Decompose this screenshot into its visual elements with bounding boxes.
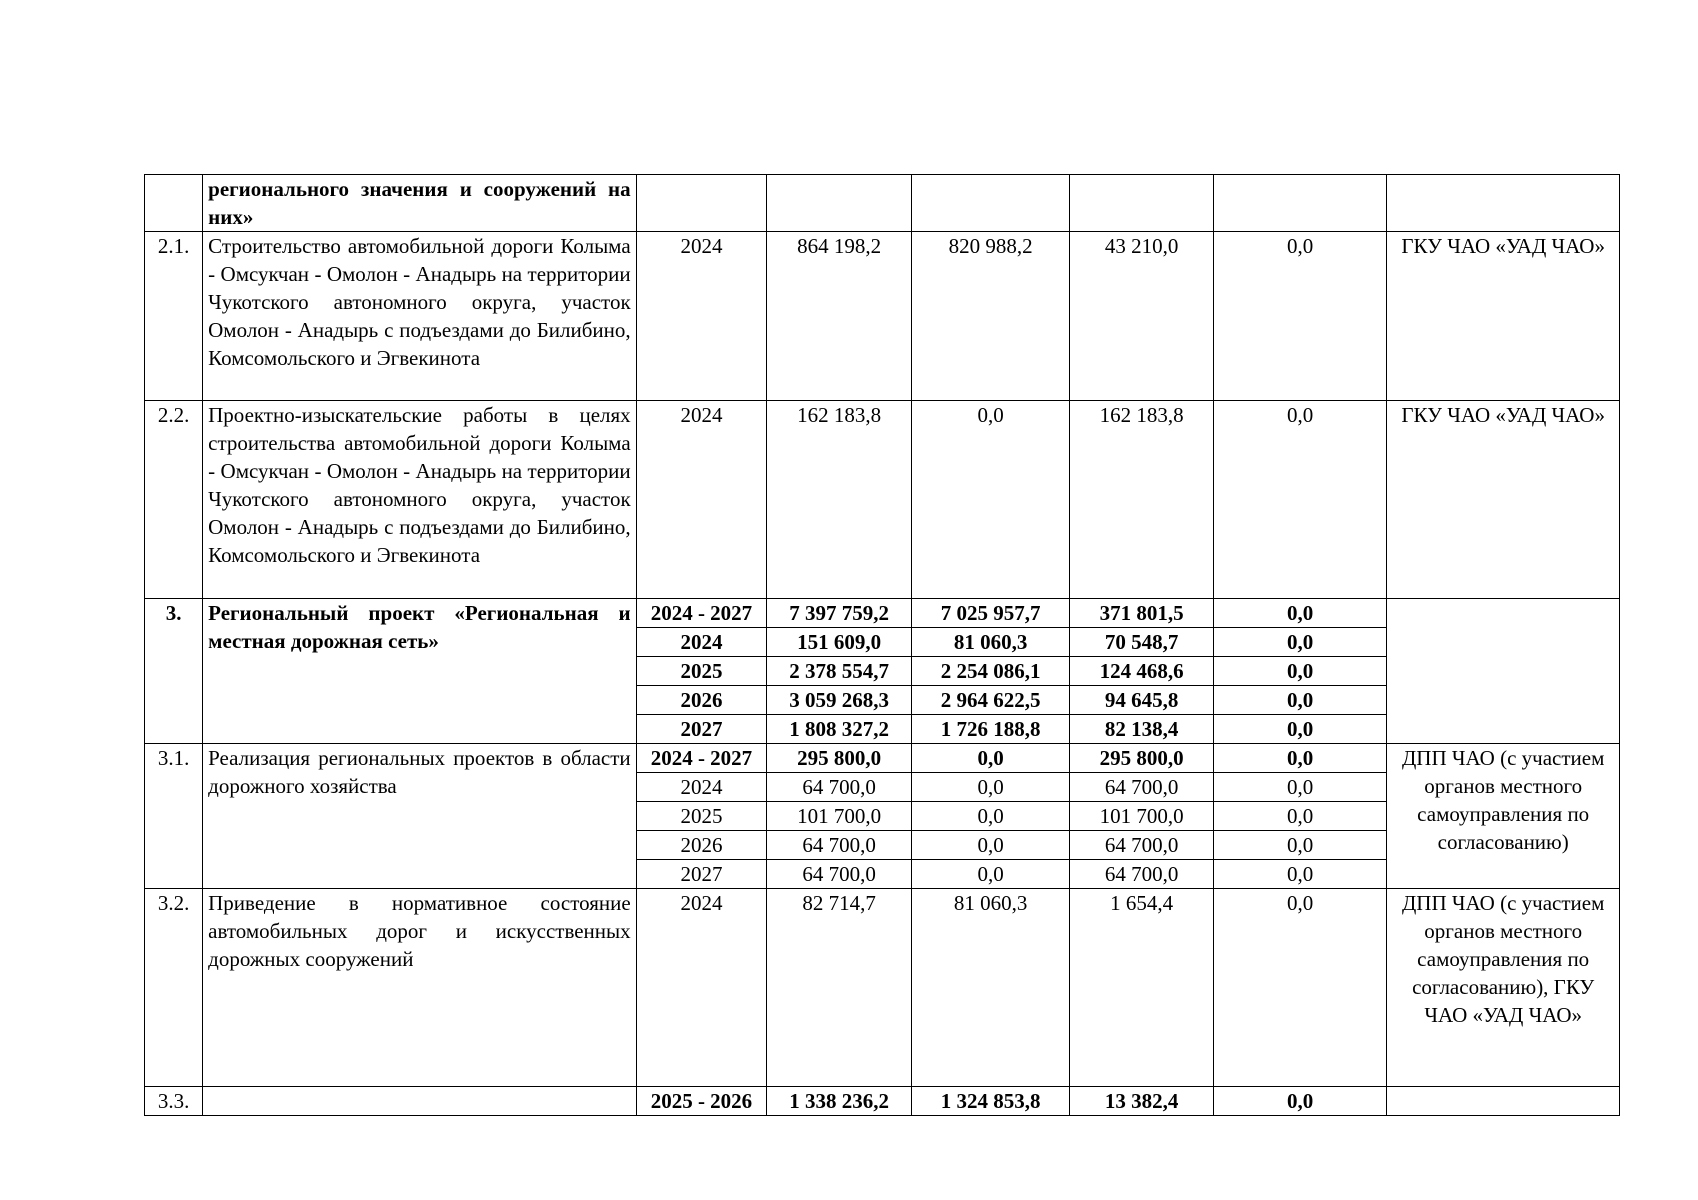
- regional-budget-cell: 64 700,0: [1070, 831, 1214, 860]
- federal-budget-cell: 0,0: [912, 802, 1070, 831]
- federal-budget-cell: 0,0: [912, 860, 1070, 889]
- other-sources-cell: [1213, 175, 1386, 232]
- row-number: 3.3.: [145, 1087, 203, 1116]
- total-cell: 7 397 759,2: [767, 599, 912, 628]
- federal-budget-cell: 1 324 853,8: [912, 1087, 1070, 1116]
- regional-budget-cell: 64 700,0: [1070, 860, 1214, 889]
- executor: [1387, 1087, 1620, 1116]
- regional-budget-cell: 94 645,8: [1070, 686, 1214, 715]
- regional-budget-cell: 295 800,0: [1070, 744, 1214, 773]
- federal-budget-cell: 820 988,2: [912, 232, 1070, 401]
- row-number: 2.1.: [145, 232, 203, 401]
- total-cell: 1 338 236,2: [767, 1087, 912, 1116]
- federal-budget-cell: 81 060,3: [912, 628, 1070, 657]
- regional-budget-cell: 371 801,5: [1070, 599, 1214, 628]
- other-sources-cell: 0,0: [1213, 657, 1386, 686]
- total-cell: 2 378 554,7: [767, 657, 912, 686]
- event-name: Приведение в нормативное состояние автомобильных дорог и искусственных дорожных сооружений: [203, 889, 637, 1087]
- other-sources-cell: 0,0: [1213, 686, 1386, 715]
- table-row: [145, 232, 1620, 401]
- executor: ДПП ЧАО (с участием органов местного самоуправления по согласованию): [1387, 744, 1620, 889]
- executor: ГКУ ЧАО «УАД ЧАО»: [1387, 401, 1620, 599]
- executor: [1387, 599, 1620, 744]
- table-body: [145, 175, 1620, 1116]
- other-sources-cell: 0,0: [1213, 232, 1386, 401]
- regional-budget-cell: 70 548,7: [1070, 628, 1214, 657]
- row-number: 3.1.: [145, 744, 203, 889]
- total-cell: [767, 175, 912, 232]
- executor: ДПП ЧАО (с участием органов местного самоуправления по согласованию), ГКУ ЧАО «УАД ЧАО»: [1387, 889, 1620, 1087]
- other-sources-cell: 0,0: [1213, 860, 1386, 889]
- other-sources-cell: 0,0: [1213, 628, 1386, 657]
- period-cell: 2024: [636, 232, 767, 401]
- total-cell: 295 800,0: [767, 744, 912, 773]
- total-cell: 82 714,7: [767, 889, 912, 1087]
- total-cell: 864 198,2: [767, 232, 912, 401]
- total-cell: 64 700,0: [767, 860, 912, 889]
- federal-budget-cell: 2 964 622,5: [912, 686, 1070, 715]
- period-cell: 2027: [636, 860, 767, 889]
- other-sources-cell: 0,0: [1213, 831, 1386, 860]
- row-number: 3.2.: [145, 889, 203, 1087]
- total-cell: 3 059 268,3: [767, 686, 912, 715]
- other-sources-cell: 0,0: [1213, 802, 1386, 831]
- regional-budget-cell: 64 700,0: [1070, 773, 1214, 802]
- other-sources-cell: 0,0: [1213, 401, 1386, 599]
- federal-budget-cell: 2 254 086,1: [912, 657, 1070, 686]
- regional-budget-cell: [1070, 175, 1214, 232]
- event-name: Реализация региональных проектов в области дорожного хозяйства: [203, 744, 637, 889]
- event-name: Проектно-изыскательские работы в целях строительства автомобильной дороги Колыма - Омсукчан - Омолон - Анадырь на территории Чукотского автономного округа, участок Омолон - Анадырь с подъездами до Билибино, Комсомольского и Эгвекинота: [203, 401, 637, 599]
- other-sources-cell: 0,0: [1213, 744, 1386, 773]
- federal-budget-cell: 0,0: [912, 773, 1070, 802]
- period-cell: 2024: [636, 889, 767, 1087]
- row-number: [145, 175, 203, 232]
- regional-budget-cell: 101 700,0: [1070, 802, 1214, 831]
- period-cell: 2025 - 2026: [636, 1087, 767, 1116]
- period-cell: 2024: [636, 628, 767, 657]
- total-cell: 64 700,0: [767, 773, 912, 802]
- row-number: 2.2.: [145, 401, 203, 599]
- federal-budget-cell: 0,0: [912, 401, 1070, 599]
- period-cell: 2026: [636, 686, 767, 715]
- federal-budget-cell: 1 726 188,8: [912, 715, 1070, 744]
- total-cell: 151 609,0: [767, 628, 912, 657]
- period-cell: 2024 - 2027: [636, 599, 767, 628]
- period-cell: 2026: [636, 831, 767, 860]
- regional-budget-cell: 162 183,8: [1070, 401, 1214, 599]
- period-cell: 2024: [636, 773, 767, 802]
- total-cell: 1 808 327,2: [767, 715, 912, 744]
- event-name: Региональный проект «Региональная и местная дорожная сеть»: [203, 599, 637, 744]
- row-number: 3.: [145, 599, 203, 744]
- other-sources-cell: 0,0: [1213, 889, 1386, 1087]
- table-row: [145, 1087, 1620, 1116]
- executor: ГКУ ЧАО «УАД ЧАО»: [1387, 232, 1620, 401]
- table-row: [145, 175, 1620, 232]
- executor: [1387, 175, 1620, 232]
- table-row: [145, 599, 1620, 628]
- period-cell: [636, 175, 767, 232]
- table-row: [145, 889, 1620, 1087]
- other-sources-cell: 0,0: [1213, 1087, 1386, 1116]
- regional-budget-cell: 82 138,4: [1070, 715, 1214, 744]
- other-sources-cell: 0,0: [1213, 599, 1386, 628]
- federal-budget-cell: 0,0: [912, 744, 1070, 773]
- federal-budget-cell: 81 060,3: [912, 889, 1070, 1087]
- event-name: [203, 1087, 637, 1116]
- regional-budget-cell: 124 468,6: [1070, 657, 1214, 686]
- total-cell: 64 700,0: [767, 831, 912, 860]
- other-sources-cell: 0,0: [1213, 715, 1386, 744]
- total-cell: 162 183,8: [767, 401, 912, 599]
- table-row: [145, 401, 1620, 599]
- period-cell: 2025: [636, 657, 767, 686]
- regional-budget-cell: 13 382,4: [1070, 1087, 1214, 1116]
- federal-budget-cell: [912, 175, 1070, 232]
- event-name: регионального значения и сооружений на них»: [203, 175, 637, 232]
- federal-budget-cell: 0,0: [912, 831, 1070, 860]
- regional-budget-cell: 1 654,4: [1070, 889, 1214, 1087]
- period-cell: 2025: [636, 802, 767, 831]
- other-sources-cell: 0,0: [1213, 773, 1386, 802]
- total-cell: 101 700,0: [767, 802, 912, 831]
- period-cell: 2024 - 2027: [636, 744, 767, 773]
- federal-budget-cell: 7 025 957,7: [912, 599, 1070, 628]
- period-cell: 2027: [636, 715, 767, 744]
- regional-budget-cell: 43 210,0: [1070, 232, 1214, 401]
- financing-table: [144, 174, 1620, 1116]
- period-cell: 2024: [636, 401, 767, 599]
- event-name: Строительство автомобильной дороги Колыма - Омсукчан - Омолон - Анадырь на территории Чукотского автономного округа, участок Омолон - Анадырь с подъездами до Билибино, Комсомольского и Эгвекинота: [203, 232, 637, 401]
- table-row: [145, 744, 1620, 773]
